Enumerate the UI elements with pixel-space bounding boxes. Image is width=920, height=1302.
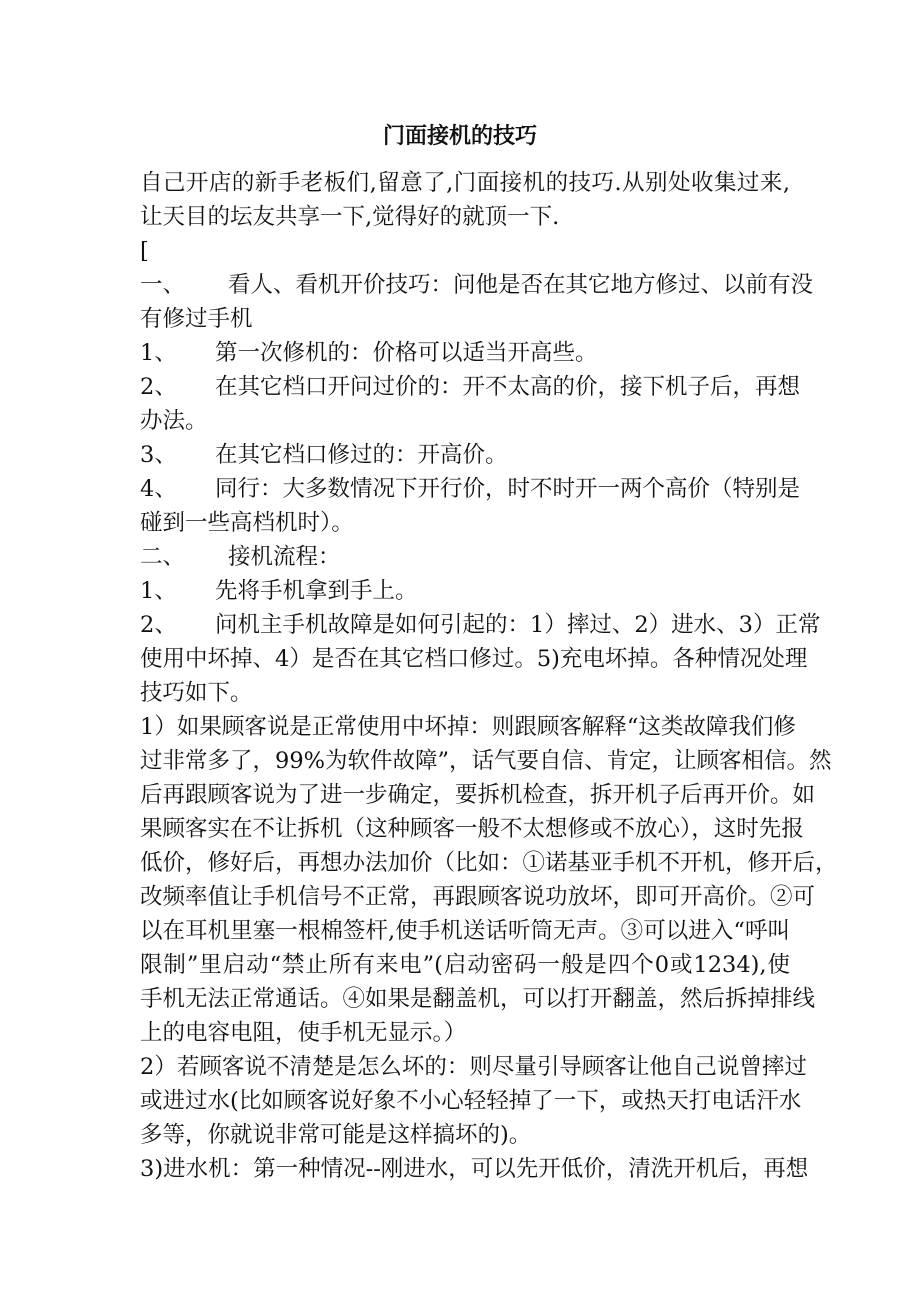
line-text: 有修过手机 bbox=[140, 306, 253, 332]
line-text: 3)进水机：第一种情况--刚进水，可以先开低价，清洗开机后，再想 bbox=[140, 1156, 809, 1182]
line-text: 在其它档口修过的：开高价。 bbox=[215, 442, 508, 468]
list-number: 2、 bbox=[140, 612, 177, 638]
line-text: 或进过水(比如顾客说好象不小心轻轻掉了一下，或热天打电话汗水 bbox=[140, 1088, 802, 1114]
line-text: 低价，修好后，再想办法加价（比如：①诺基亚手机不开机，修开后， bbox=[140, 850, 838, 876]
line-text: 2）若顾客说不清楚是怎么坏的：则尽量引导顾客让他自己说曾摔过 bbox=[140, 1054, 807, 1080]
text-line bbox=[140, 1016, 790, 1050]
line-text: 同行：大多数情况下开行价，时不时开一两个高价（特别是 bbox=[215, 476, 801, 502]
text-line bbox=[140, 710, 796, 744]
text-line bbox=[140, 744, 832, 778]
list-number: 3、 bbox=[140, 442, 177, 468]
line-text: 使用中坏掉、4）是否在其它档口修过。5)充电坏掉。各种情况处理 bbox=[140, 646, 808, 672]
text-line bbox=[140, 336, 790, 370]
line-text: 后再跟顾客说为了进一步确定，要拆机检查，拆开机子后再开价。如 bbox=[140, 782, 816, 808]
list-number: 2、 bbox=[140, 374, 177, 400]
text-line bbox=[140, 234, 790, 268]
line-text: 让天目的坛友共享一下,觉得好的就顶一下. bbox=[140, 204, 560, 230]
line-text: 问机主手机故障是如何引起的：1）摔过、2）进水、3）正常 bbox=[215, 612, 821, 638]
text-line bbox=[140, 608, 821, 642]
line-text: 技巧如下。 bbox=[140, 680, 253, 706]
text-line bbox=[140, 404, 790, 438]
document-title: 门面接机的技巧 bbox=[382, 123, 537, 149]
text-line bbox=[140, 676, 790, 710]
text-line bbox=[140, 812, 804, 846]
text-line bbox=[140, 302, 790, 336]
text-line bbox=[140, 778, 816, 812]
text-line bbox=[140, 642, 808, 676]
text-line bbox=[140, 948, 790, 982]
text-line bbox=[140, 574, 790, 608]
line-text: 看人、看机开价技巧：问他是否在其它地方修过、以前有没 bbox=[228, 272, 814, 298]
text-line bbox=[140, 1050, 807, 1084]
text-line bbox=[140, 1118, 790, 1152]
line-text: 碰到一些高档机时）。 bbox=[140, 510, 354, 536]
line-text: 上的电容电阻，使手机无显示。） bbox=[140, 1020, 467, 1046]
text-line bbox=[140, 914, 790, 948]
text-line bbox=[140, 1152, 809, 1186]
line-text: 过非常多了，99%为软件故障”，话气要自信、肯定，让顾客相信。然 bbox=[140, 748, 832, 774]
document-body bbox=[140, 166, 838, 1186]
text-line bbox=[140, 982, 816, 1016]
line-text: 多等，你就说非常可能是这样搞坏的)。 bbox=[140, 1122, 532, 1148]
list-number: 1、 bbox=[140, 340, 177, 366]
text-line bbox=[140, 438, 790, 472]
text-line bbox=[140, 846, 838, 880]
line-text: 1）如果顾客说是正常使用中坏掉：则跟顾客解释“这类故障我们修 bbox=[140, 714, 796, 740]
line-text: 手机无法正常通话。④如果是翻盖机，可以打开翻盖，然后拆掉排线 bbox=[140, 986, 816, 1012]
line-text: 在其它档口开问过价的：开不太高的价，接下机子后，再想 bbox=[215, 374, 801, 400]
text-line bbox=[140, 540, 790, 574]
list-number: 1、 bbox=[140, 578, 177, 604]
line-text: [ bbox=[140, 238, 149, 264]
line-text: 限制”里启动“禁止所有来电”(启动密码一般是四个0或1234),使 bbox=[140, 952, 790, 978]
line-text: 办法。 bbox=[140, 408, 208, 434]
line-text: 果顾客实在不让拆机（这种顾客一般不太想修或不放心），这时先报 bbox=[140, 816, 804, 842]
text-line bbox=[140, 1084, 802, 1118]
line-text: 以在耳机里塞一根棉签杆,使手机送话听筒无声。③可以进入“呼叫 bbox=[140, 918, 790, 944]
line-text: 先将手机拿到手上。 bbox=[215, 578, 418, 604]
text-line bbox=[140, 370, 801, 404]
list-number: 4、 bbox=[140, 476, 177, 502]
line-text: 改频率值让手机信号不正常，再跟顾客说功放坏，即可开高价。②可 bbox=[140, 884, 816, 910]
line-text: 自己开店的新手老板们,留意了,门面接机的技巧.从别处收集过来, bbox=[140, 170, 790, 196]
line-text: 第一次修机的：价格可以适当开高些。 bbox=[215, 340, 598, 366]
text-line bbox=[140, 166, 790, 200]
text-line bbox=[140, 506, 790, 540]
text-line bbox=[140, 200, 790, 234]
list-number: 一、 bbox=[140, 272, 186, 298]
text-line bbox=[140, 472, 801, 506]
text-line bbox=[140, 268, 814, 302]
text-line bbox=[140, 880, 816, 914]
line-text: 接机流程： bbox=[228, 544, 341, 570]
list-number: 二、 bbox=[140, 544, 186, 570]
